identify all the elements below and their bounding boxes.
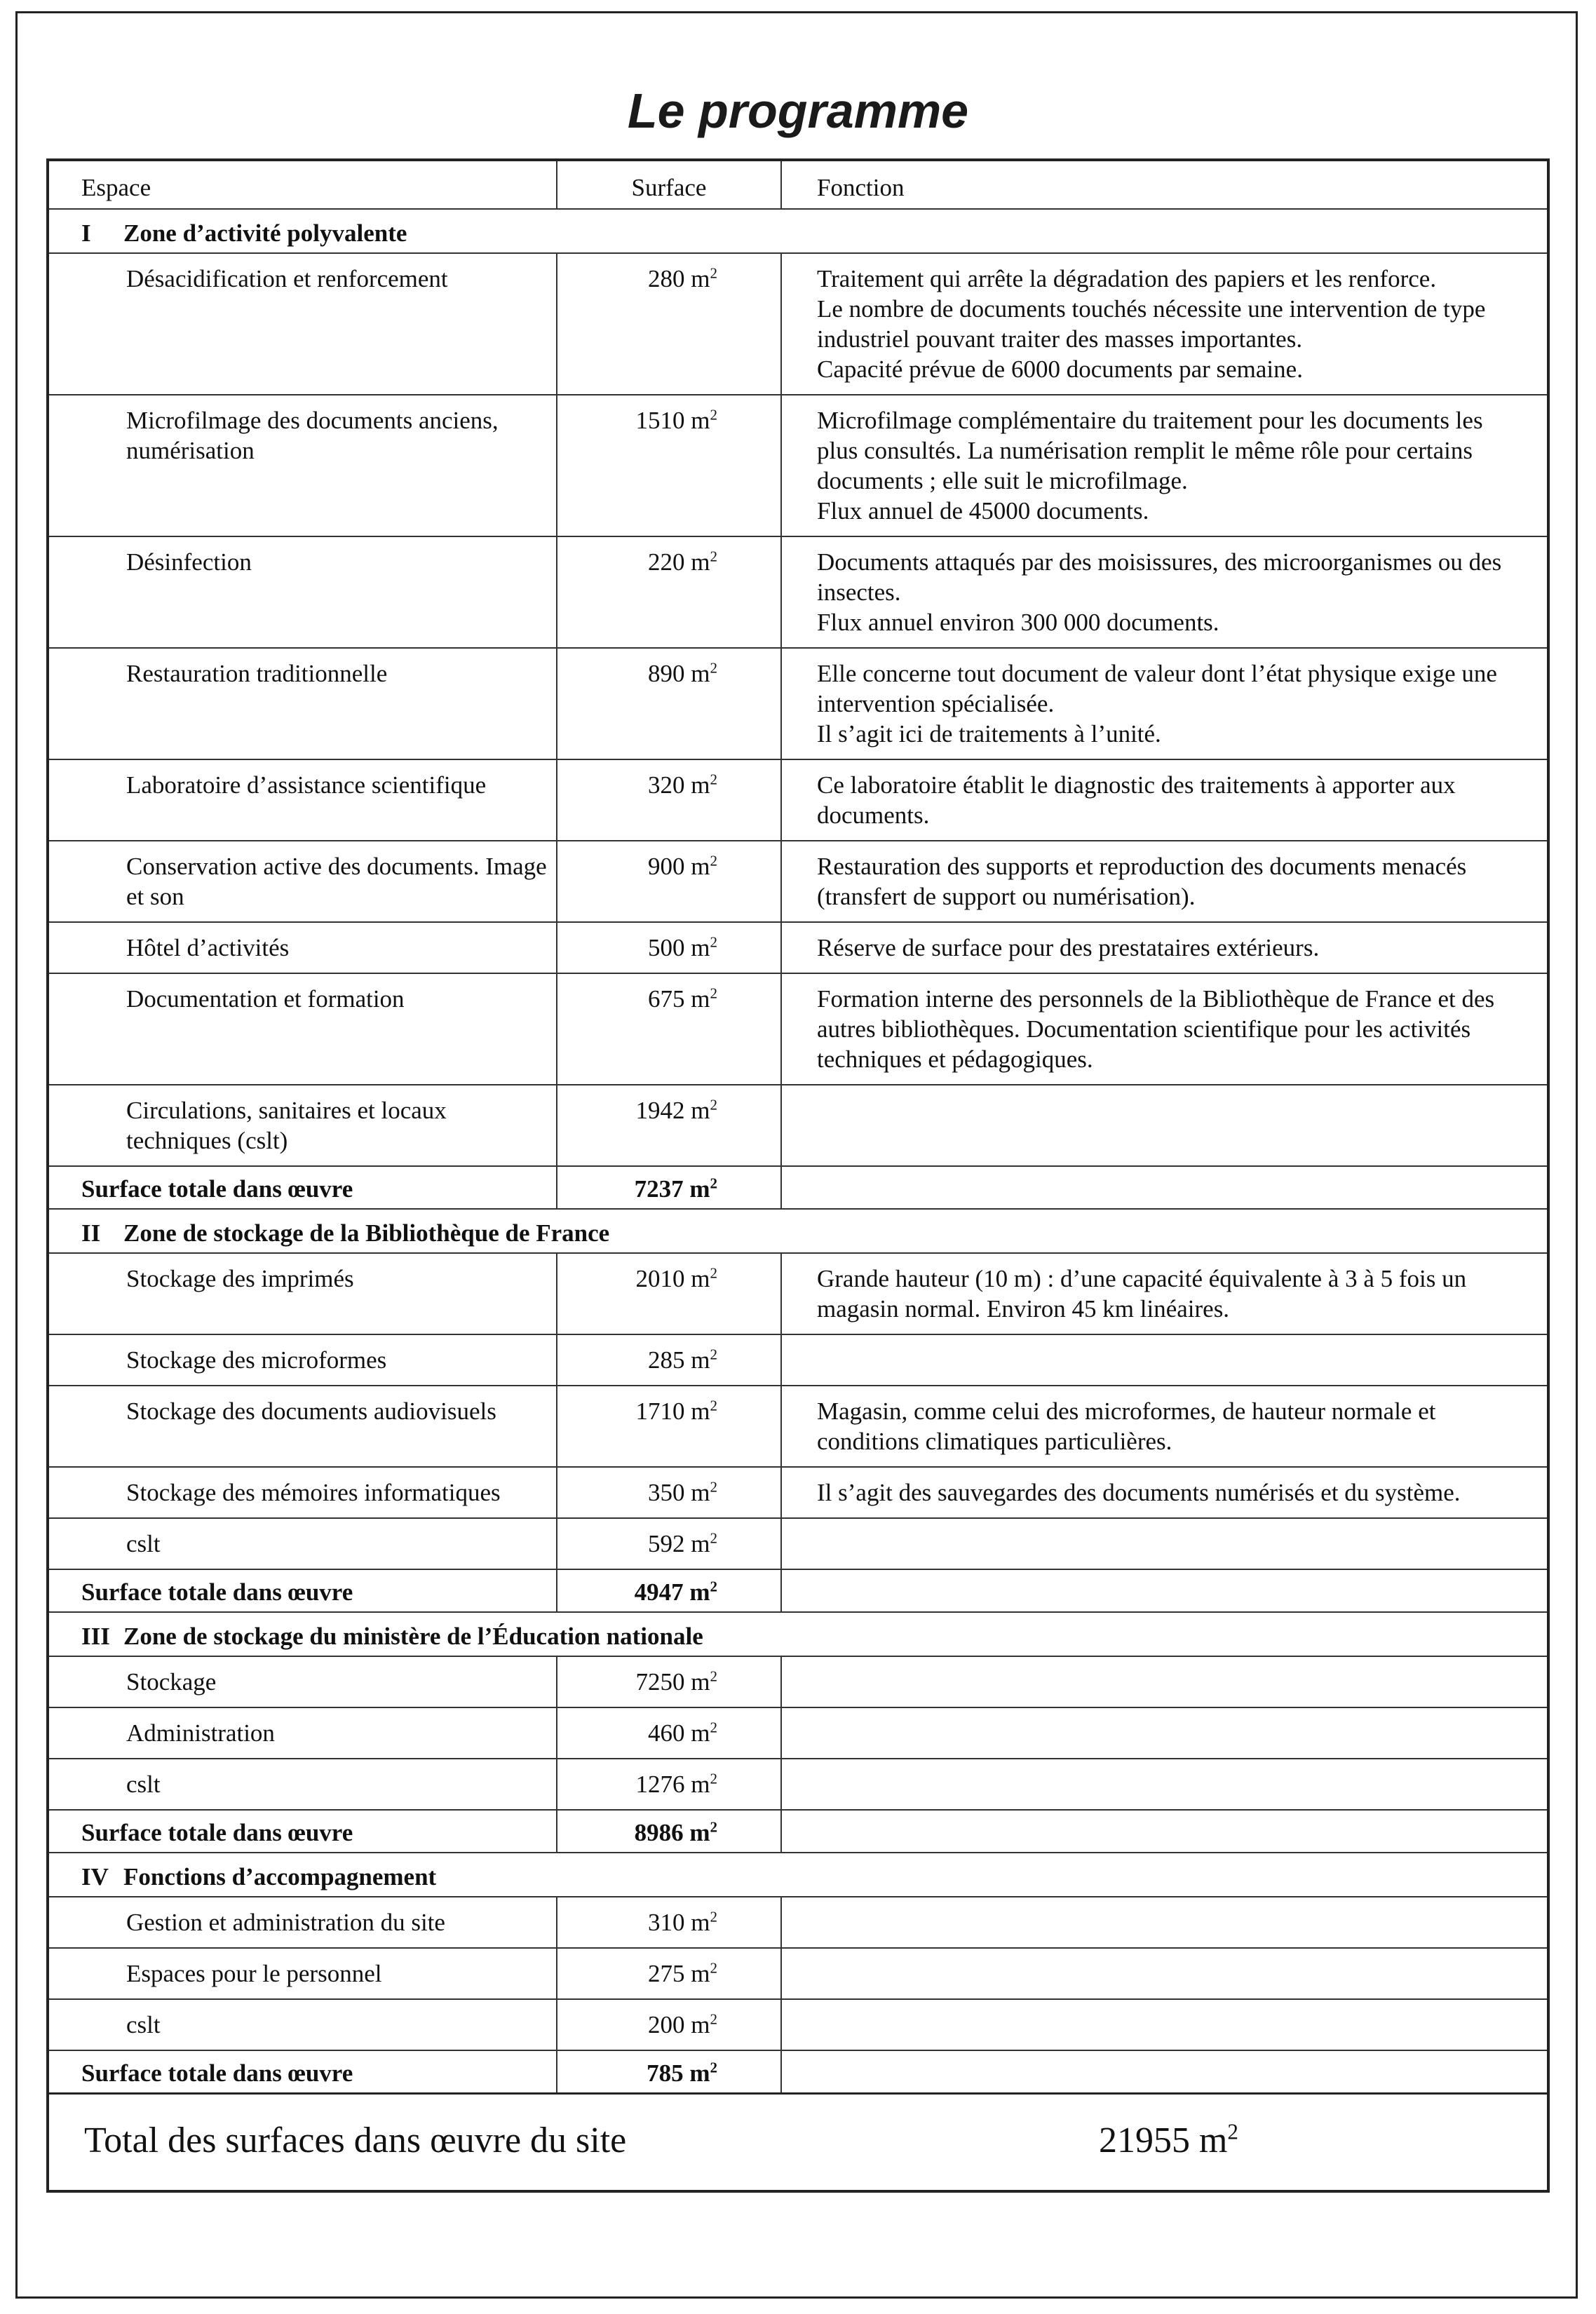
surface-cell (557, 1386, 781, 1467)
table-row (48, 841, 1548, 922)
fonction-cell (781, 1707, 1548, 1759)
fonction-line: Traitement qui arrête la dégradation des papiers et les renforce. (817, 265, 1437, 292)
surface-cell-value (636, 1265, 717, 1292)
surface-cell (557, 536, 781, 648)
unit: m (691, 407, 710, 434)
table-row (48, 1253, 1548, 1334)
surface-number: 350 (648, 1479, 685, 1506)
espace-cell: Désacidification et renforcement (48, 253, 557, 395)
unit: m (691, 934, 710, 961)
unit-exponent: 2 (710, 1719, 717, 1736)
fonction-cell (781, 759, 1548, 841)
total-label: Surface totale dans œuvre (48, 1166, 557, 1209)
table-row (48, 1518, 1548, 1569)
surface-number: 200 (648, 2011, 685, 2038)
total-empty-cell (781, 1810, 1548, 1853)
table-row (48, 1759, 1548, 1810)
fonction-cell (781, 1656, 1548, 1707)
section-total-row (48, 1569, 1548, 1612)
unit-exponent: 2 (710, 852, 717, 870)
surface-cell (557, 395, 781, 536)
surface-cell (557, 648, 781, 759)
espace-cell: Documentation et formation (48, 973, 557, 1085)
unit-exponent: 2 (710, 264, 717, 282)
surface-number: 1276 (635, 1771, 685, 1798)
table-row (48, 253, 1548, 395)
unit: m (691, 1398, 710, 1425)
section-title (48, 1612, 1548, 1656)
section-name: Fonctions d’accompagnement (123, 1863, 437, 1890)
surface-cell (557, 253, 781, 395)
section-header-row (48, 1209, 1548, 1253)
unit: m (691, 660, 710, 687)
unit: m (691, 1097, 710, 1124)
total-surface-cell (557, 1166, 781, 1209)
fonction-line: Microfilmage complémentaire du traitement pour les documents les plus consultés. La numérisation remplit le même rôle pour certains documents ; elle suit le microfilmage. (817, 407, 1483, 494)
total-surface-cell (557, 1569, 781, 1612)
espace-cell: cslt (48, 1518, 557, 1569)
espace-cell: Stockage des mémoires informatiques (48, 1467, 557, 1518)
surface-number: 320 (648, 771, 685, 799)
surface-cell (557, 759, 781, 841)
grand-total-label: Total des surfaces dans œuvre du site (48, 2094, 781, 2192)
total-surface-cell (557, 2050, 781, 2094)
surface-number: 7250 (635, 1668, 685, 1696)
surface-number: 1942 (635, 1097, 685, 1124)
unit-exponent: 2 (710, 1346, 717, 1363)
section-name: Zone de stockage de la Bibliothèque de France (123, 1219, 610, 1247)
unit: m (689, 1175, 710, 1203)
surface-number: 310 (648, 1909, 685, 1936)
unit: m (691, 1346, 710, 1374)
unit-exponent: 2 (710, 2010, 717, 2028)
page-title: Le programme (627, 83, 969, 138)
unit: m (691, 265, 710, 292)
unit-exponent: 2 (710, 1264, 717, 1282)
surface-number: 1710 (635, 1398, 685, 1425)
espace-cell: Stockage des imprimés (48, 1253, 557, 1334)
espace-cell: Stockage des documents audiovisuels (48, 1386, 557, 1467)
grand-total-value (781, 2094, 1548, 2192)
espace-cell: Administration (48, 1707, 557, 1759)
unit-exponent: 2 (710, 1959, 717, 1977)
surface-cell (557, 973, 781, 1085)
table-row (48, 1707, 1548, 1759)
unit: m (691, 1719, 710, 1747)
unit-exponent: 2 (710, 1529, 717, 1547)
fonction-cell (781, 1467, 1548, 1518)
section-name: Zone de stockage du ministère de l’Éducation nationale (123, 1623, 703, 1650)
table-row (48, 536, 1548, 648)
espace-cell: Microfilmage des documents anciens, numérisation (48, 395, 557, 536)
unit: m (691, 1479, 710, 1506)
grand-total-row (48, 2094, 1548, 2192)
surface-cell-value (648, 2011, 717, 2038)
surface-number: 2010 (635, 1265, 685, 1292)
surface-number: 8986 (634, 1819, 684, 1846)
surface-cell-value (648, 1719, 717, 1747)
espace-cell: Espaces pour le personnel (48, 1948, 557, 1999)
fonction-line: Documents attaqués par des moisissures, des microorganismes ou des insectes. (817, 548, 1502, 606)
espace-cell: Gestion et administration du site (48, 1897, 557, 1948)
unit: m (689, 2059, 710, 2087)
table-row (48, 1467, 1548, 1518)
unit: m (691, 1265, 710, 1292)
surface-number: 675 (648, 985, 685, 1013)
surface-cell (557, 1085, 781, 1166)
section-number: I (81, 219, 91, 247)
unit: m (689, 1819, 710, 1846)
unit: m (689, 1578, 710, 1606)
espace-cell: Circulations, sanitaires et locaux techniques (cslt) (48, 1085, 557, 1166)
surface-cell (557, 1707, 781, 1759)
fonction-cell (781, 841, 1548, 922)
program-table (46, 158, 1550, 2193)
table-row (48, 1948, 1548, 1999)
surface-number: 500 (648, 934, 685, 961)
surface-number: 21955 (1098, 2120, 1190, 2160)
unit-exponent: 2 (710, 1667, 717, 1685)
unit: m (691, 853, 710, 880)
table-row (48, 1085, 1548, 1166)
surface-cell-value (648, 1479, 717, 1506)
surface-number: 275 (648, 1960, 685, 1987)
surface-cell (557, 1759, 781, 1810)
surface-cell-value (648, 1346, 717, 1374)
fonction-line: Magasin, comme celui des microformes, de hauteur normale et conditions climatiques particulières. (817, 1398, 1436, 1455)
espace-cell: Restauration traditionnelle (48, 648, 557, 759)
total-surface-cell-value (635, 1819, 717, 1846)
unit-exponent: 2 (710, 406, 717, 424)
surface-cell-value (636, 1097, 717, 1124)
surface-cell-value (636, 1398, 717, 1425)
surface-cell (557, 1656, 781, 1707)
section-header-row (48, 209, 1548, 253)
surface-cell (557, 1897, 781, 1948)
unit-exponent: 2 (710, 548, 717, 565)
surface-cell (557, 1334, 781, 1386)
espace-cell: Laboratoire d’assistance scientifique (48, 759, 557, 841)
section-number: III (81, 1623, 110, 1650)
table-header-row (48, 160, 1548, 209)
unit: m (691, 1668, 710, 1696)
fonction-line: Il s’agit des sauvegardes des documents numérisés et du système. (817, 1479, 1461, 1506)
espace-cell: cslt (48, 1759, 557, 1810)
total-surface-cell-value (635, 1175, 717, 1203)
fonction-cell (781, 395, 1548, 536)
fonction-line: Restauration des supports et reproduction des documents menacés (transfert de support ou numérisation). (817, 853, 1467, 910)
total-empty-cell (781, 1569, 1548, 1612)
section-header-row (48, 1853, 1548, 1897)
total-surface-cell (557, 1810, 781, 1853)
surface-cell (557, 1948, 781, 1999)
table-row (48, 648, 1548, 759)
unit-exponent: 2 (710, 1397, 717, 1414)
fonction-line: Le nombre de documents touchés nécessite une intervention de type industriel pouvant traiter des masses importantes. (817, 295, 1486, 353)
table-row (48, 922, 1548, 973)
unit-exponent: 2 (710, 1175, 717, 1192)
surface-cell-value (648, 1960, 717, 1987)
surface-number: 7237 (634, 1175, 684, 1203)
surface-cell-value (648, 771, 717, 799)
fonction-line: Grande hauteur (10 m) : d’une capacité équivalente à 3 à 5 fois un magasin normal. Environ 45 km linéaires. (817, 1265, 1467, 1322)
table-row (48, 1334, 1548, 1386)
unit-exponent: 2 (710, 1818, 717, 1836)
section-total-row (48, 1166, 1548, 1209)
fonction-line: Il s’agit ici de traitements à l’unité. (817, 720, 1161, 747)
surface-cell-value (648, 548, 717, 576)
fonction-cell (781, 922, 1548, 973)
section-total-row (48, 2050, 1548, 2094)
fonction-line: Flux annuel environ 300 000 documents. (817, 609, 1219, 636)
unit-exponent: 2 (710, 1770, 717, 1787)
fonction-cell (781, 1897, 1548, 1948)
table-row (48, 1999, 1548, 2050)
table-row (48, 1386, 1548, 1467)
section-name: Zone d’activité polyvalente (123, 219, 407, 247)
fonction-line: Flux annuel de 45000 documents. (817, 497, 1149, 525)
surface-number: 285 (648, 1346, 685, 1374)
unit: m (691, 2011, 710, 2038)
surface-number: 785 (647, 2059, 684, 2087)
fonction-cell (781, 1386, 1548, 1467)
section-number: IV (81, 1863, 109, 1890)
table-row (48, 973, 1548, 1085)
surface-number: 1510 (635, 407, 685, 434)
surface-cell (557, 922, 781, 973)
surface-cell-value (648, 853, 717, 880)
espace-cell: Hôtel d’activités (48, 922, 557, 973)
unit: m (691, 1530, 710, 1557)
surface-cell-value (648, 1530, 717, 1557)
fonction-line: Ce laboratoire établit le diagnostic des traitements à apporter aux documents. (817, 771, 1456, 829)
table-body (48, 209, 1548, 2191)
total-surface-cell-value (647, 2059, 717, 2087)
surface-cell (557, 1999, 781, 2050)
surface-number: 220 (648, 548, 685, 576)
surface-cell-value (648, 985, 717, 1013)
fonction-cell (781, 536, 1548, 648)
surface-cell-value (648, 660, 717, 687)
fonction-line: Formation interne des personnels de la Bibliothèque de France et des autres bibliothèques. Documentation scientifique pour les activités techniques et pédagogiques. (817, 985, 1495, 1073)
surface-number: 890 (648, 660, 685, 687)
espace-cell: cslt (48, 1999, 557, 2050)
grand-total-value-value (1099, 2120, 1238, 2160)
surface-number: 4947 (634, 1578, 684, 1606)
espace-cell: Stockage (48, 1656, 557, 1707)
total-label: Surface totale dans œuvre (48, 1569, 557, 1612)
table-row (48, 395, 1548, 536)
surface-cell (557, 1518, 781, 1569)
unit: m (691, 1771, 710, 1798)
fonction-line: Elle concerne tout document de valeur dont l’état physique exige une intervention spécialisée. (817, 660, 1497, 717)
unit-exponent: 2 (710, 1578, 717, 1595)
section-title (48, 209, 1548, 253)
section-total-row (48, 1810, 1548, 1853)
total-label: Surface totale dans œuvre (48, 1810, 557, 1853)
surface-cell-value (648, 1909, 717, 1936)
fonction-cell (781, 1948, 1548, 1999)
unit-exponent: 2 (1227, 2119, 1238, 2144)
fonction-line: Réserve de surface pour des prestataires extérieurs. (817, 934, 1320, 961)
espace-cell: Stockage des microformes (48, 1334, 557, 1386)
total-label: Surface totale dans œuvre (48, 2050, 557, 2094)
surface-cell-value (636, 1771, 717, 1798)
unit: m (691, 548, 710, 576)
table-row (48, 1897, 1548, 1948)
surface-number: 592 (648, 1530, 685, 1557)
fonction-cell (781, 648, 1548, 759)
surface-number: 280 (648, 265, 685, 292)
surface-cell-value (636, 1668, 717, 1696)
table-row (48, 759, 1548, 841)
unit-exponent: 2 (710, 933, 717, 951)
column-header-espace: Espace (48, 160, 557, 209)
table-row (48, 1656, 1548, 1707)
unit-exponent: 2 (710, 1908, 717, 1926)
espace-cell: Conservation active des documents. Image et son (48, 841, 557, 922)
fonction-cell (781, 1518, 1548, 1569)
fonction-cell (781, 1334, 1548, 1386)
section-title (48, 1853, 1548, 1897)
unit: m (691, 1960, 710, 1987)
espace-cell: Désinfection (48, 536, 557, 648)
unit-exponent: 2 (710, 2059, 717, 2076)
surface-cell (557, 841, 781, 922)
total-surface-cell-value (635, 1578, 717, 1606)
total-empty-cell (781, 1166, 1548, 1209)
column-header-fonction: Fonction (781, 160, 1548, 209)
section-title (48, 1209, 1548, 1253)
fonction-line: Capacité prévue de 6000 documents par semaine. (817, 356, 1303, 383)
fonction-cell (781, 1085, 1548, 1166)
fonction-cell (781, 1999, 1548, 2050)
fonction-cell (781, 253, 1548, 395)
fonction-cell (781, 973, 1548, 1085)
total-empty-cell (781, 2050, 1548, 2094)
surface-cell (557, 1467, 781, 1518)
column-header-surface: Surface (557, 160, 781, 209)
unit: m (691, 771, 710, 799)
surface-cell (557, 1253, 781, 1334)
section-number: II (81, 1219, 101, 1247)
surface-cell-value (648, 934, 717, 961)
unit-exponent: 2 (710, 659, 717, 677)
unit-exponent: 2 (710, 1096, 717, 1114)
surface-cell-value (636, 407, 717, 434)
surface-cell-value (648, 265, 717, 292)
surface-number: 900 (648, 853, 685, 880)
fonction-cell (781, 1253, 1548, 1334)
unit: m (691, 1909, 710, 1936)
unit-exponent: 2 (710, 771, 717, 788)
surface-number: 460 (648, 1719, 685, 1747)
unit-exponent: 2 (710, 985, 717, 1002)
section-header-row (48, 1612, 1548, 1656)
unit: m (691, 985, 710, 1013)
unit: m (1198, 2120, 1228, 2160)
unit-exponent: 2 (710, 1478, 717, 1496)
fonction-cell (781, 1759, 1548, 1810)
